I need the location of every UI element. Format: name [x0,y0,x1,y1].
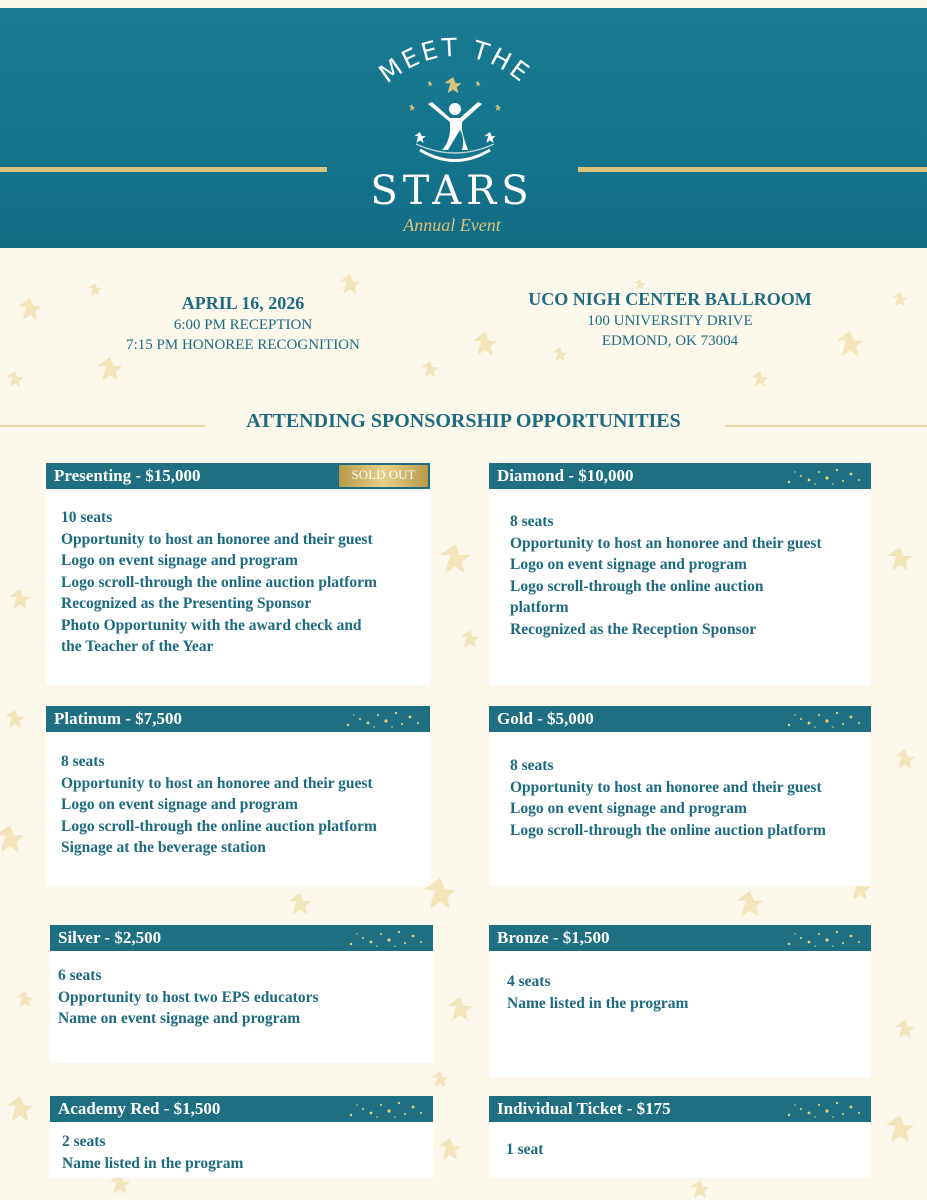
tier-header [489,463,871,489]
tier-header [50,925,433,951]
benefit-item: 8 seats [510,513,554,530]
benefit-item: Name on event signage and program [58,1010,301,1027]
sparkle-icon [338,707,424,731]
sold-out-badge: SOLD OUT [339,465,428,487]
benefit-item: Name listed in the program [507,994,689,1012]
tier-header [46,706,430,732]
benefit-item: 10 seats [61,509,113,526]
tier-header [489,1096,871,1122]
benefit-item: Logo scroll-through the online auction platform [61,573,377,591]
tier-card-silver [50,925,433,1063]
logo-arc-text: MEET THE [373,32,537,89]
benefit-item: Opportunity to host an honoree and their guest [510,778,822,796]
tier-title: Platinum - $7,500 [54,709,182,728]
tier-card-bronze [489,925,871,1077]
tier-title: Bronze - $1,500 [497,928,610,947]
tier-title: Individual Ticket - $175 [497,1099,671,1118]
benefit-item: Name listed in the program [62,1154,244,1172]
tier-benefits [50,1122,433,1178]
benefit-item: Logo scroll-through the online auction platform [510,821,826,839]
venue-city: EDMOND, OK 73004 [601,333,739,349]
benefit-item: 8 seats [61,753,105,770]
benefit-item: Opportunity to host an honoree and their guest [61,530,373,548]
gold-rule-right [578,167,927,172]
gold-rule-left [0,167,327,172]
section-title: ATTENDING SPONSORSHIP OPPORTUNITIES [246,410,681,432]
benefit-item: 1 seat [506,1141,544,1158]
tier-header [489,925,871,951]
venue-street: 100 UNIVERSITY DRIVE [587,313,753,329]
header-banner [0,8,927,248]
tier-card-individual-ticket [489,1096,871,1178]
benefit-item: Logo scroll-through the online auction platform [61,817,377,835]
benefit-item: Signage at the beverage station [61,839,266,856]
tier-card-academy-red [50,1096,433,1178]
benefit-item: Opportunity to host an honoree and their guest [61,774,373,792]
brand-wordmark: STARS [370,168,534,214]
tier-card-gold [489,706,871,886]
tier-benefits [46,489,430,685]
tier-header [489,706,871,732]
benefit-item: 2 seats [62,1133,106,1150]
benefit-item: Opportunity to host two EPS educators [58,988,319,1006]
benefit-item: Recognized as the Reception Sponsor [510,620,757,638]
tier-card-platinum [46,706,430,886]
tier-benefits [489,732,871,886]
stars-logo-icon [350,26,560,176]
sparkle-icon [779,1097,865,1121]
benefit-item: Logo on event signage and program [510,556,747,573]
benefit-item: 6 seats [58,967,102,984]
tier-benefits [489,489,871,685]
sparkle-icon [341,1097,427,1121]
svg-text:MEET THE [374,33,537,89]
benefit-item: Recognized as the Presenting Sponsor [61,595,312,612]
benefit-item: Photo Opportunity with the award check and [61,616,362,634]
tier-benefits [50,951,433,1063]
benefit-item: Logo scroll-through the online auction [510,577,764,595]
brand-subtitle: Annual Event [403,215,501,235]
sparkle-icon [779,707,865,731]
tier-benefits [46,732,430,886]
sparkle-icon [779,464,865,488]
tier-title: Gold - $5,000 [497,709,594,728]
benefit-item: Logo on event signage and program [61,552,298,569]
tier-card-presenting [46,463,430,685]
benefit-item: Logo on event signage and program [61,796,298,813]
tier-header [50,1096,433,1122]
sparkle-icon [779,926,865,950]
tier-title: Academy Red - $1,500 [58,1099,221,1118]
benefit-item: platform [510,599,569,616]
sparkle-icon [341,926,427,950]
tier-benefits [489,951,871,1077]
event-date-block [90,293,396,354]
tier-header [46,463,430,489]
tier-title: Silver - $2,500 [58,928,162,947]
benefit-item: Opportunity to host an honoree and their guest [510,534,822,552]
venue-block [470,289,870,350]
recognition-time: 7:15 PM HONOREE RECOGNITION [126,337,360,353]
tier-card-diamond [489,463,871,685]
reception-time: 6:00 PM RECEPTION [173,317,313,333]
tier-title: Diamond - $10,000 [497,466,634,485]
event-date: APRIL 16, 2026 [181,293,305,313]
tier-benefits [489,1122,871,1178]
benefit-item: 8 seats [510,757,554,774]
tier-title: Presenting - $15,000 [54,466,201,485]
benefit-item: 4 seats [507,973,551,990]
benefit-item: the Teacher of the Year [61,638,214,655]
benefit-item: Logo on event signage and program [510,800,747,817]
venue-name: UCO NIGH CENTER BALLROOM [528,289,812,309]
